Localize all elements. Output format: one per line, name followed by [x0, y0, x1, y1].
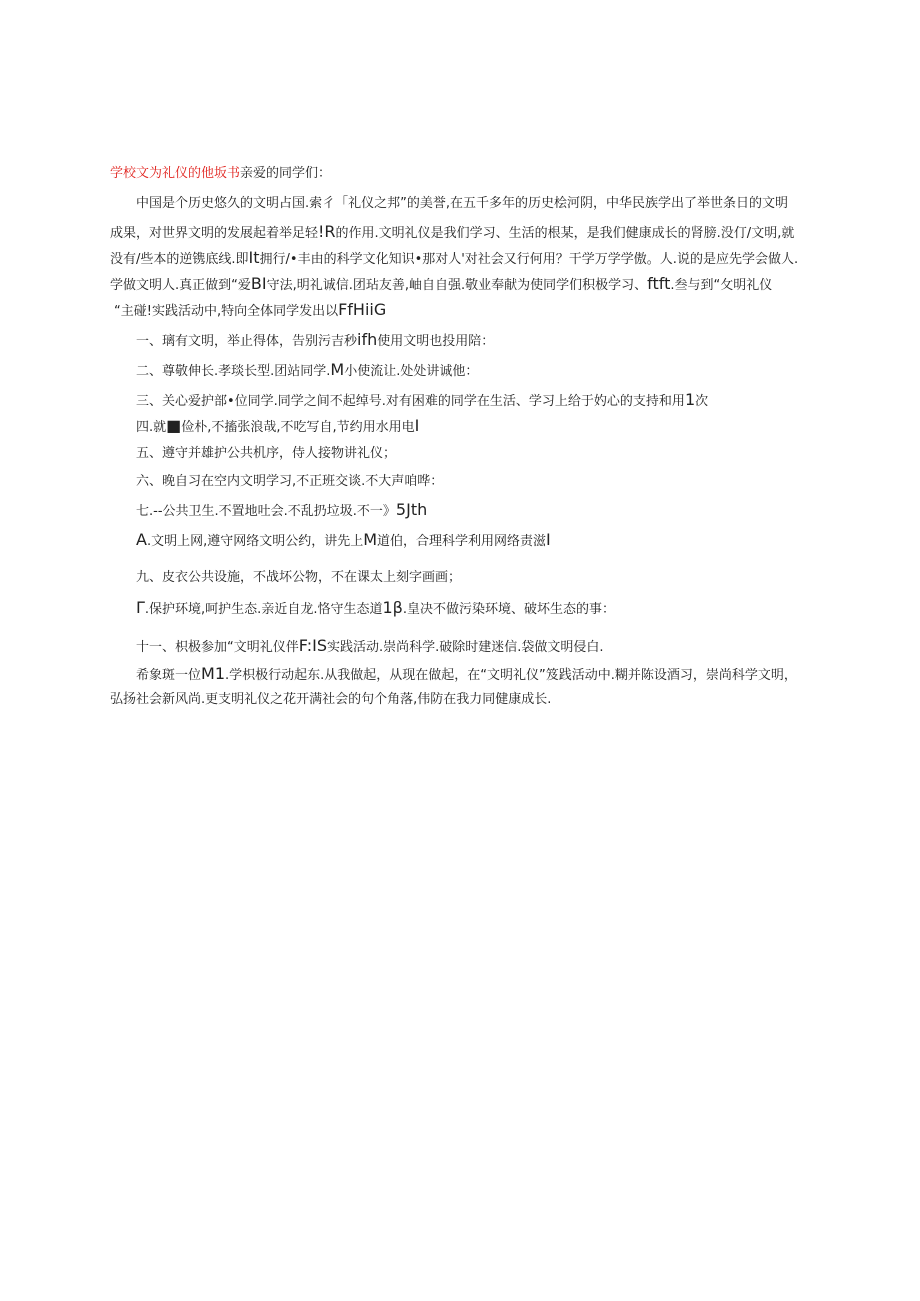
item-2: 二、尊敬伸长.孝琰长型.团站同学.M小使流让.处处讲诚他： — [136, 360, 479, 379]
salutation: 亲爱的同学们： — [240, 166, 332, 181]
item-8: A.文明上网,遵守网络文明公约，讲先上M道伯，合理科学利用网络责滋I — [136, 530, 551, 549]
item-1: 一、璃有文明，举止得体，告别污吉秒ifh使用文明也投用陪： — [136, 330, 495, 349]
item-3: 三、关心爱护部•位同学.同学之间不起绰号.对有困难的同学在生活、学习上给于妁心的支持和用1次 — [136, 390, 709, 409]
intro-line-5: “主碰!实践活动中,特向全体同学发出以FfHiiG — [114, 300, 387, 319]
red-title: 学校文为礼仪的他坂书 — [110, 166, 241, 181]
item-6: 六、晚自习在空内文明学习,不正班交谈.不大声咱哗： — [136, 474, 444, 489]
intro-line-4: 学做文明人.真正做到“爱BI守法,明礼诚信.团玷友善,岫自自强.敬业奉献为使同学们积极学习、ftft.叁与到“攵明礼仪 — [110, 274, 773, 293]
item-4: 四.就■俭朴,不搐张浪哉,不吃写自,节约用水用电I — [136, 416, 420, 435]
letter-heading — [110, 164, 331, 184]
closing-line-1: 希象斑一位M1.学枳极行动起东.从我做起，从现在做起，在“文明礼仪”笈践活动中.糊并陈设酒习，崇尚科学文明， — [136, 664, 797, 683]
intro-line-1: 中国是个历史悠久的文明占国.索彳「礼仪之邦”的美誉,在五千多年的历史桧河阴，中华民族学出了举世条日的文明 — [136, 196, 789, 211]
item-10: Γ.保护环境,呵护生态.亲近自龙.恪守生态道1β.皇决不做污染环境、破坏生态的事： — [136, 598, 615, 617]
intro-line-2: 成果，对世界文明的发展起着举足轻!R的作用.文明礼仪是我们学习、生活的根某，是我们健康成长的肾膀.没仃/文明,就 — [110, 222, 795, 241]
item-5: 五、遵守并雄护公共机序，侍人接物讲礼仪； — [136, 446, 397, 461]
item-11: 十一、枳极参加“文明礼仪伴F:IS实践活动.崇尚科学.破除时建迷信.袋做文明侵白. — [136, 636, 604, 655]
item-9: 九、皮衣公共设施，不战坏公物，不在课太上刻字画画； — [136, 570, 462, 585]
closing-line-2: 弘扬社会新风尚.更支明礼仪之花开满社会的句个角落,伟防在我力同健康成长. — [110, 692, 552, 707]
item-7: 七.--公共卫生.不置地吐会.不乱扔垃圾.不一》5Jth — [136, 500, 428, 519]
intro-line-3: 没有/些本的逆镌底线.即It拥行/•丰由的科学文化知识•那对人'对社会又行何用？干学万学学傲。人.说的是应先学会做人. — [110, 248, 799, 267]
